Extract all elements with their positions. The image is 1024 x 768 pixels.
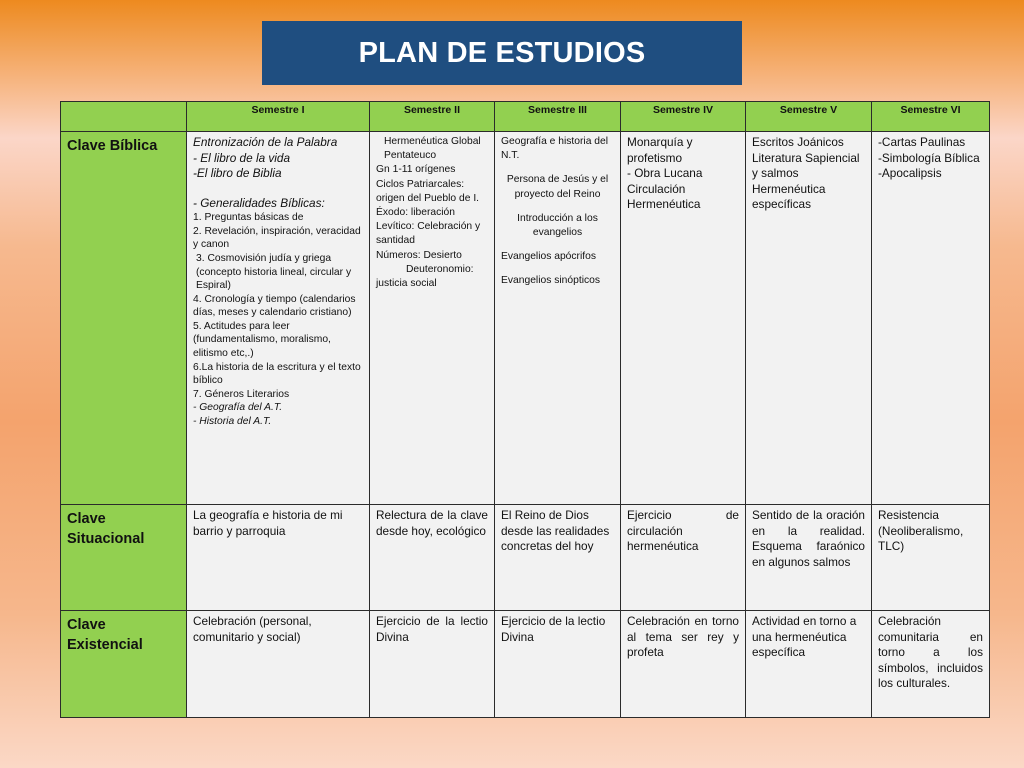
- cell-existencial-s5: Actividad en torno a una hermenéutica específica: [746, 611, 872, 718]
- text-line: Hermenéutica Global: [384, 136, 481, 147]
- header-row: [61, 102, 990, 132]
- header-semestre-4: Semestre IV: [621, 102, 746, 132]
- text-line: Levítico: Celebración y santidad: [376, 221, 481, 247]
- text-line: 3. Cosmovisión judía y griega (concepto historia lineal, circular y Espiral): [196, 252, 352, 292]
- page-title: PLAN DE ESTUDIOS: [262, 21, 742, 85]
- text-line: - Generalidades Bíblicas:: [193, 195, 325, 210]
- text-line: Escritos Joánicos: [752, 135, 844, 149]
- text-line: Pentateuco: [384, 150, 437, 162]
- corner-cell: [61, 102, 187, 132]
- study-plan-table: [60, 101, 990, 718]
- cell-existencial-s6: Celebración comunitaria en torno a los símbolos, incluidos los culturales.: [872, 611, 990, 718]
- text-line: Evangelios apócrifos: [501, 251, 597, 263]
- text-line: -Apocalipsis: [878, 166, 942, 181]
- text-line: Circulación Hermenéutica: [627, 181, 701, 212]
- text-line: 5. Actitudes para leer (fundamentalismo, moralismo, elitismo etc,.): [193, 320, 331, 360]
- text-line: Éxodo: liberación: [376, 207, 455, 219]
- text-line: Números: Desierto: [376, 249, 462, 261]
- cell-situacional-s4: Ejercicio de circulación hermenéutica: [621, 505, 746, 611]
- text-line: Hermenéutica específicas: [752, 181, 826, 212]
- text-line: - Geografía del A.T.: [193, 402, 283, 414]
- text-line: Deuteronomio:: [406, 263, 474, 275]
- cell-situacional-s1: La geografía e historia de mi barrio y parroquia: [187, 505, 370, 611]
- text-line: Entronización de la Palabra: [193, 135, 338, 149]
- cell-existencial-s2: Ejercicio de la lectio Divina: [370, 611, 495, 718]
- cell-biblica-s3: [495, 132, 621, 505]
- text-line: 2. Revelación, inspiración, veracidad y canon: [193, 225, 361, 251]
- cell-existencial-s3: Ejercicio de la lectio Divina: [495, 611, 621, 718]
- text-line: -Cartas Paulinas: [878, 135, 966, 149]
- header-semestre-2: Semestre II: [370, 102, 495, 132]
- text-line: 4. Cronología y tiempo (calendarios días, meses y calendario cristiano): [193, 293, 356, 319]
- header-semestre-3: Semestre III: [495, 102, 621, 132]
- cell-existencial-s1: Celebración (personal, comunitario y social): [187, 611, 370, 718]
- row-clave-situacional: [61, 505, 990, 611]
- text-line: -El libro de Biblia: [193, 166, 282, 181]
- cell-biblica-s6: [872, 132, 990, 505]
- text-line: 1. Preguntas básicas de: [193, 212, 304, 224]
- header-semestre-1: Semestre I: [187, 102, 370, 132]
- text-line: justicia social: [376, 278, 437, 290]
- row-clave-biblica: [61, 132, 990, 505]
- header-semestre-6: Semestre VI: [872, 102, 990, 132]
- text-line: Introducción a los evangelios: [517, 212, 598, 239]
- text-line: Literatura Sapiencial y salmos: [752, 150, 860, 181]
- cell-situacional-s3: El Reino de Dios desde las realidades concretas del hoy: [495, 505, 621, 611]
- text-line: Persona de Jesús y el proyecto del Reino: [506, 174, 609, 200]
- text-line: -Simbología Bíblica: [878, 150, 980, 165]
- cell-situacional-s6: Resistencia (Neoliberalismo, TLC): [872, 505, 990, 611]
- text-line: Evangelios sinópticos: [501, 275, 601, 287]
- row-clave-existencial: [61, 611, 990, 718]
- text-line: - Historia del A.T.: [193, 415, 272, 427]
- cell-situacional-s2: Relectura de la clave desde hoy, ecológico: [370, 505, 495, 611]
- text-line: - Obra Lucana: [627, 166, 703, 181]
- rowhead-clave-biblica: Clave Bíblica: [61, 132, 187, 505]
- cell-situacional-s5: Sentido de la oración en la realidad. Esquema faraónico en algunos salmos: [746, 505, 872, 611]
- header-semestre-5: Semestre V: [746, 102, 872, 132]
- text-line: - El libro de la vida: [193, 150, 291, 165]
- rowhead-clave-existencial: Clave Existencial: [61, 611, 187, 718]
- cell-biblica-s5: [746, 132, 872, 505]
- text-line: 7. Géneros Literarios: [193, 388, 290, 400]
- cell-biblica-s2: [370, 132, 495, 505]
- text-line: Geografía e historia del N.T.: [501, 136, 609, 162]
- cell-biblica-s4: [621, 132, 746, 505]
- text-line: Monarquía y profetismo: [627, 135, 693, 165]
- text-line: Ciclos Patriarcales: origen del Pueblo de I.: [376, 178, 480, 204]
- rowhead-clave-situacional: Clave Situacional: [61, 505, 187, 611]
- text-line: Gn 1-11 orígenes: [376, 164, 456, 176]
- cell-biblica-s1: [187, 132, 370, 505]
- text-line: 6.La historia de la escritura y el texto bíblico: [193, 361, 361, 387]
- cell-existencial-s4: Celebración en torno al tema ser rey y profeta: [621, 611, 746, 718]
